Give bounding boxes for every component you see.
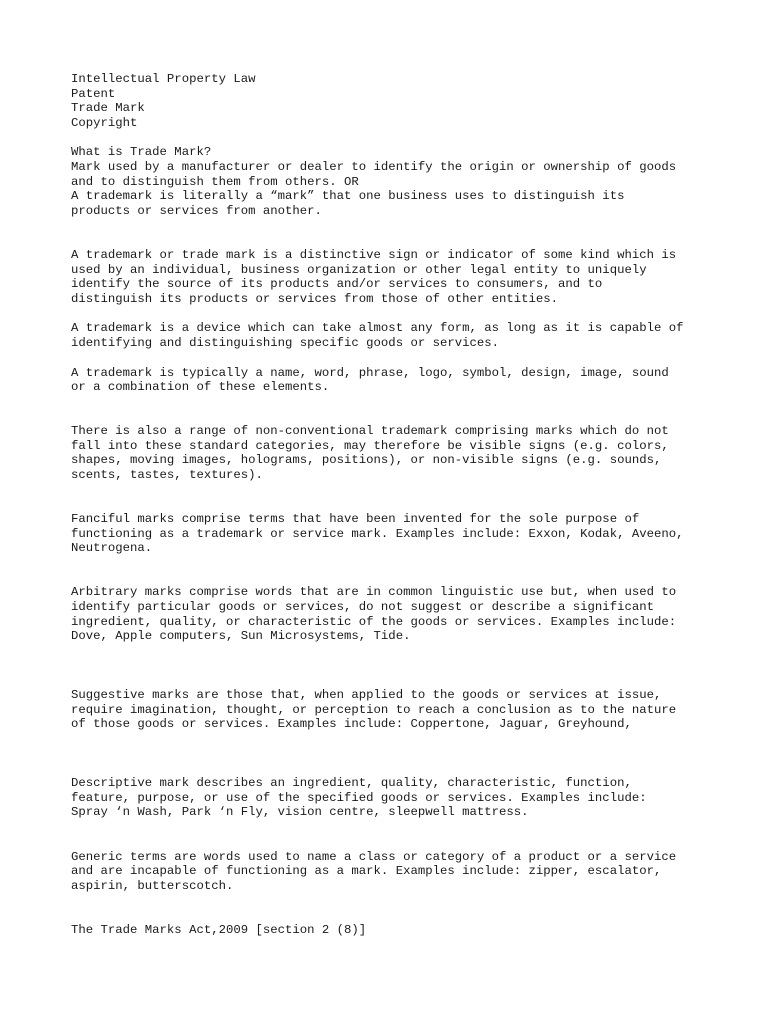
paragraph-line: A trademark is a device which can take almost any form, as long as it is capable of (71, 321, 684, 335)
paragraph-line: Generic terms are words used to name a class or category of a product or a service (71, 850, 677, 864)
paragraph-line: identify particular goods or services, do not suggest or describe a significant (71, 600, 654, 614)
paragraph-line: aspirin, butterscotch. (71, 879, 234, 893)
paragraph-line: feature, purpose, or use of the specified goods or services. Examples include: (71, 791, 647, 805)
definition-line: Mark used by a manufacturer or dealer to identify the origin or ownership of goods (71, 160, 677, 174)
paragraph-line: Arbitrary marks comprise words that are in common linguistic use but, when used to (71, 585, 677, 599)
paragraph-line: Spray ‘n Wash, Park ‘n Fly, vision centre, sleepwell mattress. (71, 805, 529, 819)
paragraph-line: identifying and distinguishing specific goods or services. (71, 336, 500, 350)
paragraph-line: scents, tastes, textures). (71, 468, 263, 482)
paragraph-line: of those goods or services. Examples include: Coppertone, Jaguar, Greyhound, (71, 717, 632, 731)
paragraph-line: A trademark or trade mark is a distinctive sign or indicator of some kind which is (71, 248, 677, 262)
heading-line: Copyright (71, 116, 138, 130)
heading-line: Patent (71, 87, 116, 101)
definition-line: and to distinguish them from others. OR (71, 175, 359, 189)
paragraph-line: functioning as a trademark or service mark. Examples include: Exxon, Kodak, Aveeno, (71, 527, 684, 541)
paragraph-line: or a combination of these elements. (71, 380, 330, 394)
paragraph-line: Dove, Apple computers, Sun Microsystems, Tide. (71, 629, 411, 643)
paragraph-line: Descriptive mark describes an ingredient, quality, characteristic, function, (71, 776, 632, 790)
paragraph-line: fall into these standard categories, may therefore be visible signs (e.g. colors, (71, 439, 669, 453)
paragraph-line: ingredient, quality, or characteristic of the goods or services. Examples include: (71, 615, 677, 629)
paragraph-line: used by an individual, business organization or other legal entity to uniquely (71, 263, 647, 277)
paragraph-line: Neutrogena. (71, 541, 153, 555)
paragraph-line: A trademark is typically a name, word, phrase, logo, symbol, design, image, sound (71, 366, 669, 380)
paragraph-line: and are incapable of functioning as a mark. Examples include: zipper, escalator, (71, 864, 662, 878)
question-line: What is Trade Mark? (71, 145, 212, 159)
definition-line: A trademark is literally a “mark” that one business uses to distinguish its (71, 189, 625, 203)
paragraph-line: Suggestive marks are those that, when applied to the goods or services at issue, (71, 688, 662, 702)
heading-line: Intellectual Property Law (71, 72, 256, 86)
paragraph-line: There is also a range of non-conventional trademark comprising marks which do not (71, 424, 669, 438)
paragraph-line: identify the source of its products and/or services to consumers, and to (71, 277, 603, 291)
definition-line: products or services from another. (71, 204, 322, 218)
closing-line: The Trade Marks Act,2009 [section 2 (8)] (71, 923, 367, 937)
paragraph-line: distinguish its products or services from those of other entities. (71, 292, 559, 306)
paragraph-line: Fanciful marks comprise terms that have been invented for the sole purpose of (71, 512, 640, 526)
heading-line: Trade Mark (71, 101, 145, 115)
paragraph-line: require imagination, thought, or perception to reach a conclusion as to the nature (71, 703, 677, 717)
paragraph-line: shapes, moving images, holograms, positions), or non-visible signs (e.g. sounds, (71, 453, 662, 467)
